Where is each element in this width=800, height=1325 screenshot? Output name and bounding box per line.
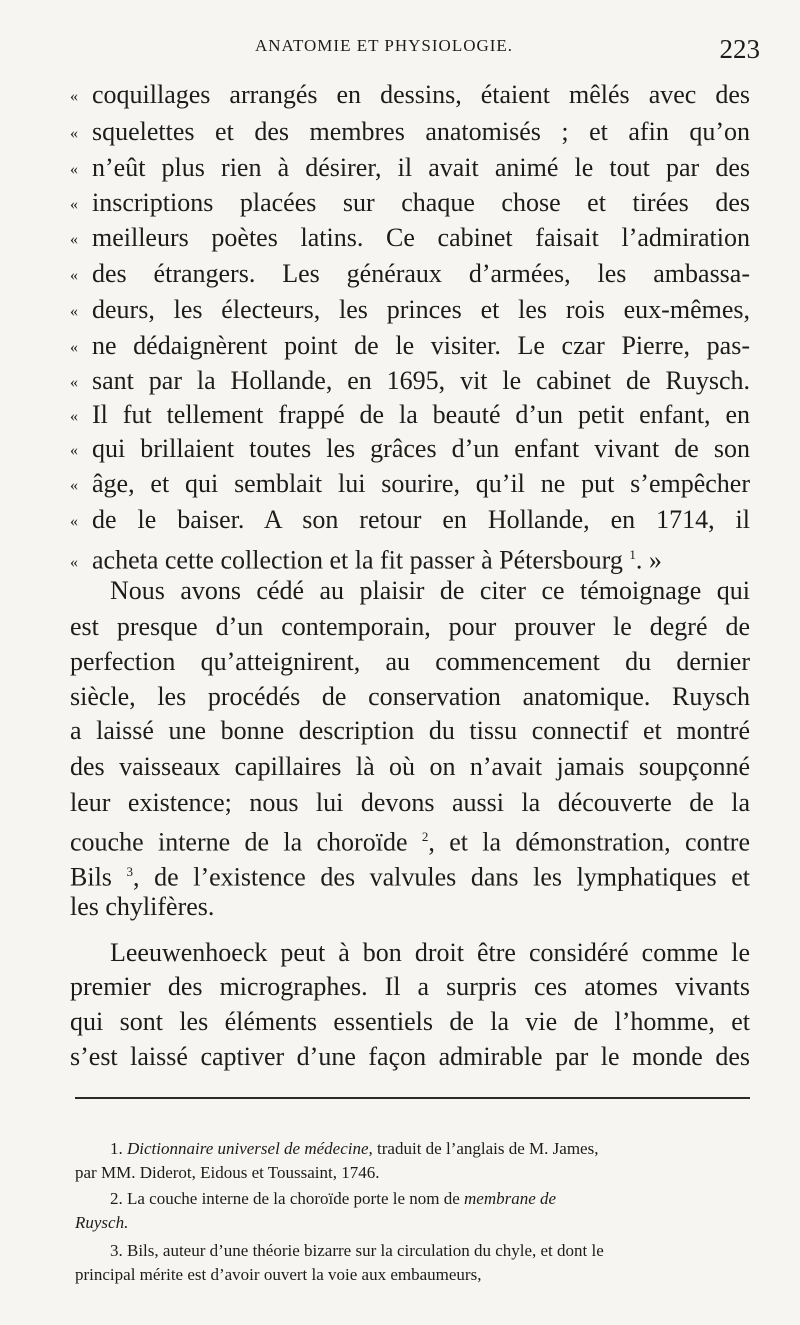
- text-line: « qui brillaient toutes les grâces d’un enfant vivant de son: [70, 432, 750, 468]
- quote-mark: «: [70, 553, 78, 571]
- text-line: Bils $^3$, de l’existence des valvules dans les lymphatiques et: [70, 862, 751, 892]
- text-line: « Il fut tellement frappé de la beauté d’un petit enfant, en: [70, 398, 750, 434]
- footnote-1: 1. Dictionnaire universel de médecine, traduit de l’anglais de M. James,: [110, 1139, 599, 1158]
- paragraph-first-line: Leeuwenhoeck peut à bon droit être considéré comme le: [110, 938, 750, 967]
- text-line: « sant par la Hollande, en 1695, vit le cabinet de Ruysch.: [70, 364, 750, 400]
- text-line: « meilleurs poètes latins. Ce cabinet faisait l’admiration: [70, 221, 750, 257]
- text-line: des vaisseaux capillaires là où on n’avait jamais soupçonné: [70, 752, 750, 781]
- text-line: « inscriptions placées sur chaque chose et tirées des: [70, 186, 750, 222]
- text-line: « de le baiser. A son retour en Hollande, en 1714, il: [70, 503, 750, 539]
- quote-mark: «: [70, 303, 78, 321]
- text-line: « des étrangers. Les généraux d’armées, les ambassa-: [70, 257, 750, 293]
- quote-mark: «: [70, 513, 78, 531]
- text-line: siècle, les procédés de conservation anatomique. Ruysch: [70, 682, 750, 711]
- text-line: a laissé une bonne description du tissu connectif et montré: [70, 716, 750, 745]
- quote-mark: «: [70, 125, 78, 143]
- quote-mark: «: [70, 442, 78, 460]
- text-line: qui sont les éléments essentiels de la vie de l’homme, et: [70, 1007, 750, 1036]
- quote-mark: «: [70, 88, 78, 106]
- text-line: « n’eût plus rien à désirer, il avait animé le tout par des: [70, 151, 750, 187]
- text-line: « âge, et qui semblait lui sourire, qu’il ne put s’empêcher: [70, 467, 750, 503]
- text-line: les chylifères.: [70, 892, 215, 921]
- quote-mark: «: [70, 196, 78, 214]
- quote-mark: «: [70, 231, 78, 249]
- text-line: premier des micrographes. Il a surpris ces atomes vivants: [70, 972, 750, 1001]
- text-line: « ne dédaignèrent point de le visiter. Le czar Pierre, pas-: [70, 329, 750, 365]
- footnote-ref: 2: [421, 829, 429, 844]
- quote-mark: «: [70, 408, 78, 426]
- text-line: « deurs, les électeurs, les princes et les rois eux-mêmes,: [70, 293, 750, 329]
- text-line: « squelettes et des membres anatomisés ; et afin qu’on: [70, 115, 750, 151]
- quote-mark: «: [70, 374, 78, 392]
- paragraph-first-line: Nous avons cédé au plaisir de citer ce témoignage qui: [110, 576, 750, 605]
- page-number: 223: [719, 34, 760, 64]
- text-line: s’est laissé captiver d’une façon admirable par le monde des: [70, 1042, 750, 1071]
- footnote-3: 3. Bils, auteur d’une théorie bizarre sur la circulation du chyle, et dont le: [110, 1241, 604, 1260]
- quote-mark: «: [70, 267, 78, 285]
- footnote-2: 2. La couche interne de la choroïde porte le nom de membrane de: [110, 1189, 557, 1208]
- running-head: [60, 30, 760, 70]
- footnote-ref: 3: [126, 864, 134, 879]
- quote-mark: «: [70, 161, 78, 179]
- footnote-2-line-2: Ruysch.: [75, 1213, 129, 1232]
- text-line: est presque d’un contemporain, pour prouver le degré de: [70, 612, 750, 641]
- footnote-1-line-2: par MM. Diderot, Eidous et Toussaint, 1746.: [75, 1163, 380, 1182]
- text-line: couche interne de la choroïde $^2$, et la démonstration, contre: [70, 827, 750, 857]
- footnote-3-line-2: principal mérite est d’avoir ouvert la voie aux embaumeurs,: [75, 1265, 482, 1284]
- footnote-divider: [75, 1097, 750, 1099]
- text-line: leur existence; nous lui devons aussi la découverte de la: [70, 788, 750, 817]
- text-line: « coquillages arrangés en dessins, étaient mêlés avec des: [70, 78, 750, 114]
- quote-mark: «: [70, 477, 78, 495]
- footnote-ref: 1: [629, 547, 636, 562]
- quote-mark: «: [70, 339, 78, 357]
- text-line: « acheta cette collection et la fit passer à Pétersbourg $^1$. »: [70, 538, 750, 580]
- text-line: perfection qu’atteignirent, au commencement du dernier: [70, 647, 750, 676]
- running-title: ANATOMIE ET PHYSIOLOGIE.: [255, 36, 514, 55]
